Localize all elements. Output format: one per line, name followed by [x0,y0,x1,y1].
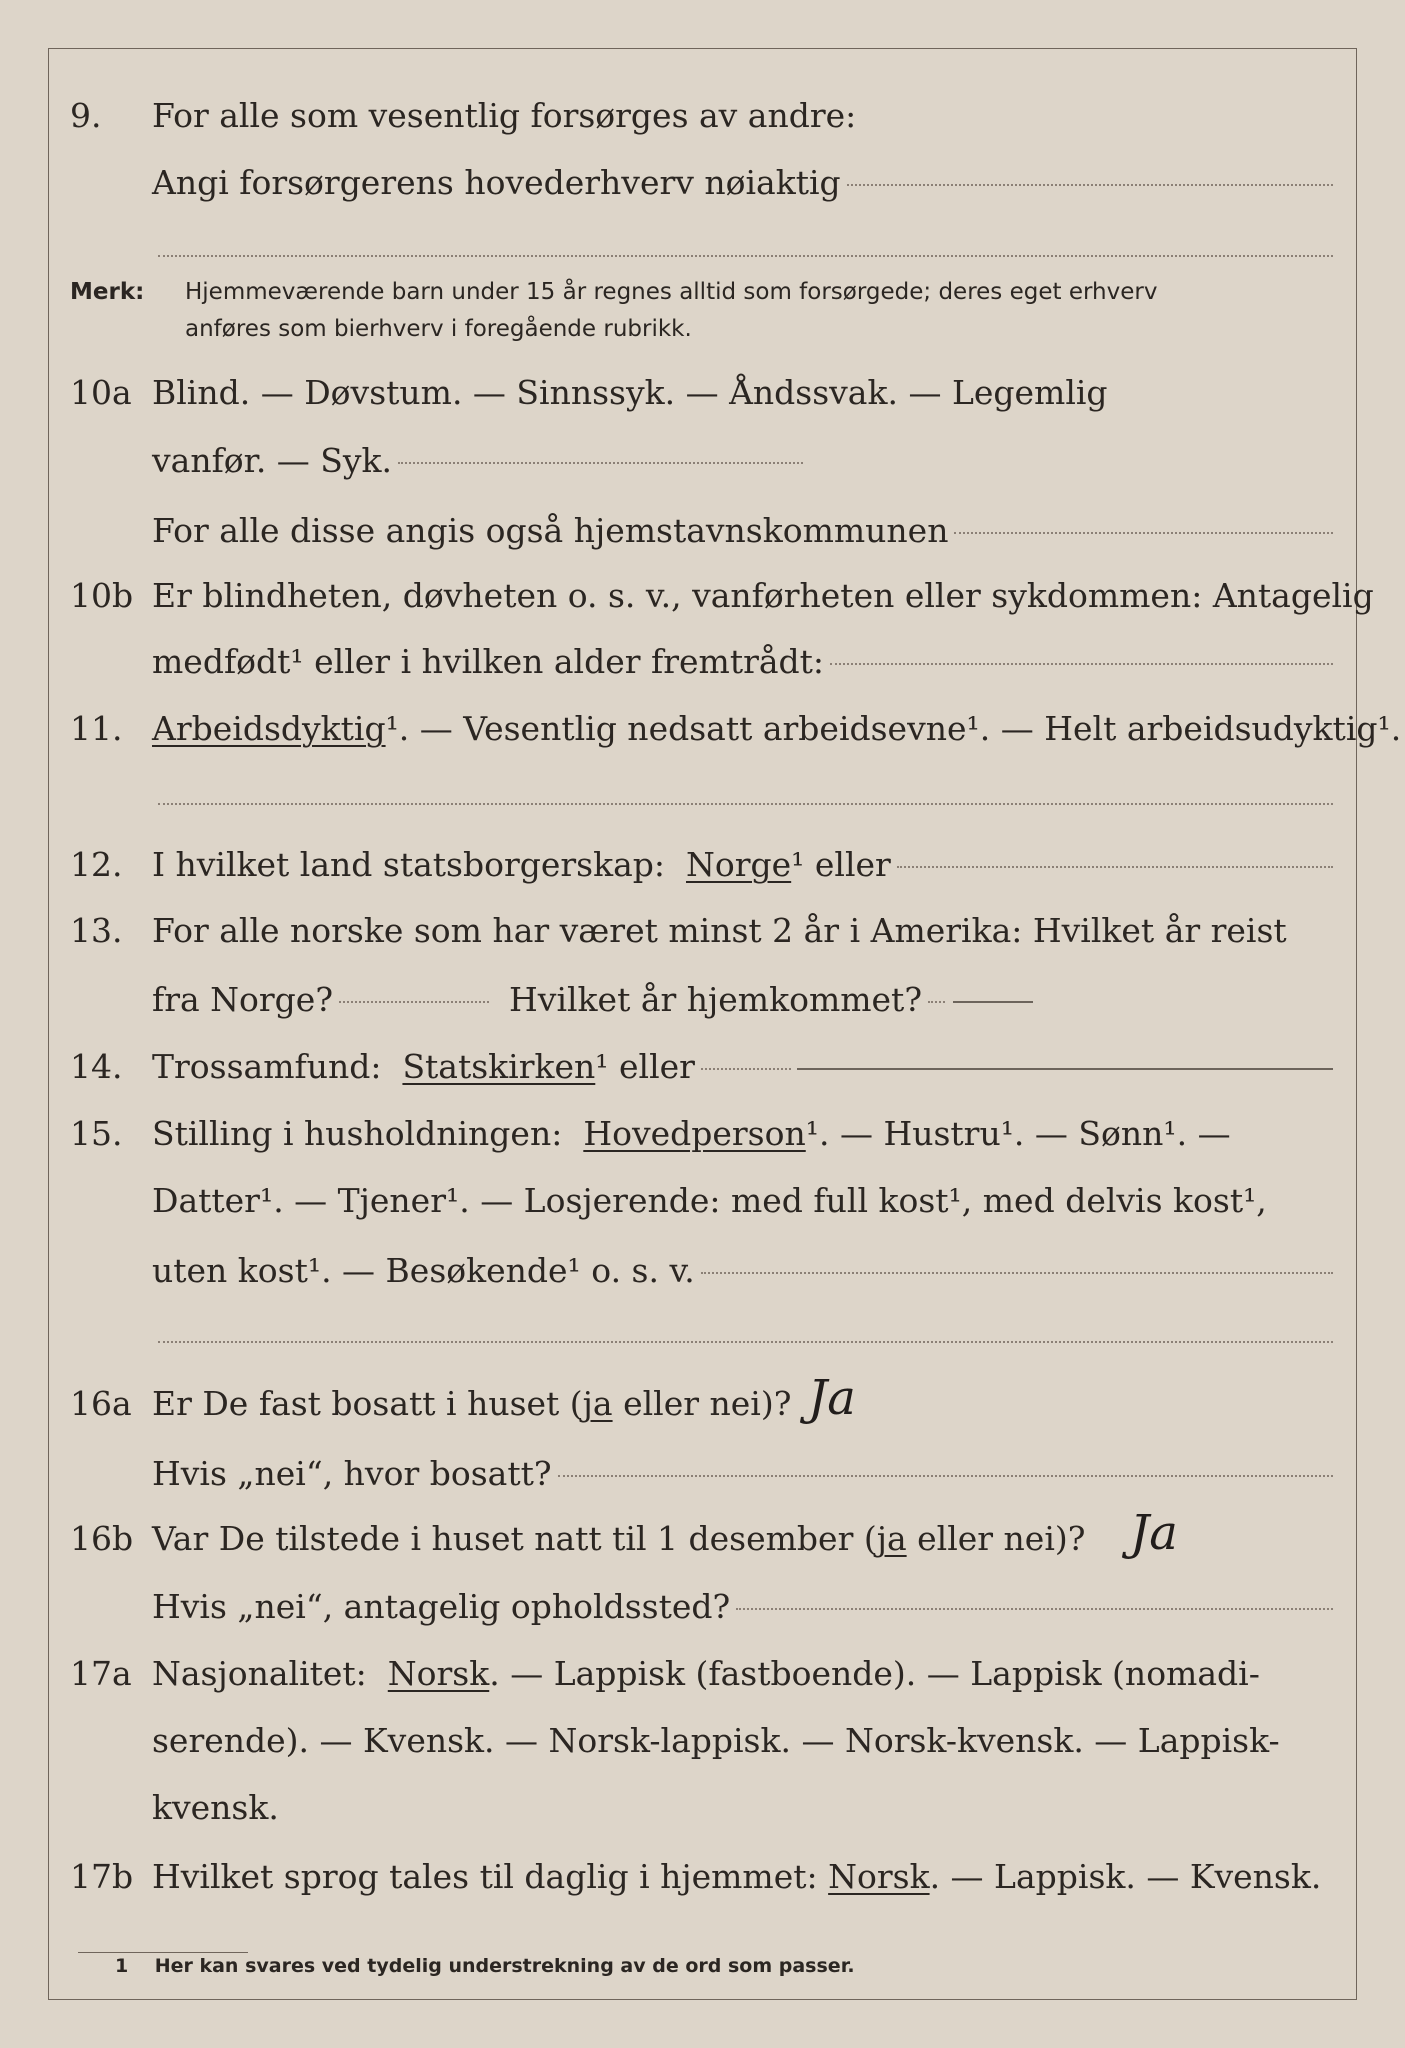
item-15-line3 [70,1245,1333,1297]
answer-field[interactable] [736,1608,1333,1610]
answer-field[interactable] [701,1068,791,1070]
item-text: Datter¹. — Tjener¹. — Losjerende: med full kost¹, med delvis kost¹, [152,1181,1267,1220]
answer-field[interactable] [558,1475,1333,1477]
underlined-answer: Norge [686,845,792,884]
item-number: 16a [70,1384,132,1423]
answer-field[interactable] [158,255,1333,257]
item-text: serende). — Kvensk. — Norsk-lappisk. — Norsk-kvensk. — Lappisk- [152,1721,1280,1760]
item-number: 10a [70,373,132,412]
item-text: kvensk. [152,1788,279,1827]
answer-field[interactable] [847,184,1333,186]
item-number: 16b [70,1519,134,1558]
item-14 [70,1041,1333,1093]
item-text: uten kost¹. — Besøkende¹ o. s. v. [152,1251,695,1290]
item-16a-line2 [70,1448,1333,1500]
item-text: Blind. — Døvstum. — Sinnssyk. — Åndssvak. — Legemlig [152,373,1108,412]
footnote-rule [78,1952,248,1953]
item-text: Stilling i husholdningen: Hovedperson¹. — Hustru¹. — Sønn¹. — [152,1114,1231,1153]
item-text: Hvilket år hjemkommet? [509,980,923,1019]
item-10a-line2 [70,435,1333,487]
item-13-line2 [70,974,1333,1026]
item-17a [70,1648,1333,1700]
item-number: 17a [70,1654,132,1693]
item-16a [70,1378,1333,1430]
item-text: Er blindheten, døvheten o. s. v., vanførheten eller sykdommen: Antagelig [152,576,1374,615]
item-text: Nasjonalitet: Norsk. — Lappisk (fastboende). — Lappisk (nomadi- [152,1654,1260,1693]
underlined-answer: ja [582,1384,613,1423]
item-number: 11. [70,709,123,748]
item-text: For alle norske som har været minst 2 år i Amerika: Hvilket år reist [152,911,1287,950]
merk-text: anføres som bierhverv i foregående rubrikk. [185,316,692,342]
merk-note [70,275,1333,311]
item-17a-line2 [70,1715,1333,1767]
item-number: 9. [70,96,102,135]
item-13 [70,905,1333,957]
item-10b [70,570,1374,622]
item-text: Angi forsørgerens hovederhverv nøiaktig [152,163,841,202]
answer-field[interactable] [158,803,1333,805]
underlined-answer: Arbeidsdyktig [152,709,386,748]
handwritten-answer: Ja [808,1370,856,1426]
underlined-answer: Hovedperson [583,1114,806,1153]
item-16b-line2 [70,1581,1333,1633]
item-text: Hvilket sprog tales til daglig i hjemmet: Norsk. — Lappisk. — Kvensk. [152,1857,1322,1896]
item-text: For alle som vesentlig forsørges av andre: [152,96,857,135]
item-12 [70,839,1333,891]
answer-field[interactable] [897,866,1333,868]
answer-field[interactable] [398,462,803,464]
underlined-answer: Norsk [828,1857,930,1896]
item-number: 15. [70,1114,123,1153]
answer-field[interactable] [830,663,1333,665]
item-17b [70,1851,1333,1903]
answer-field[interactable] [954,532,1333,534]
item-10b-line2 [70,636,1333,688]
footnote-text: Her kan svares ved tydelig understrekning av de ord som passer. [154,1955,855,1977]
item-15-line2 [70,1175,1333,1227]
item-text: For alle disse angis også hjemstavnskommunen [152,511,949,550]
item-text: vanfør. — Syk. [152,441,393,480]
merk-text: Hjemmeværende barn under 15 år regnes alltid som forsørgede; deres eget erhverv [185,279,1158,305]
footnote-mark: 1 [115,1955,129,1977]
item-number: 10b [70,576,134,615]
item-9-line2 [70,157,1333,209]
merk-note-line2 [70,312,1333,348]
underlined-answer: ja [876,1519,907,1558]
item-text: medfødt¹ eller i hvilken alder fremtrådt: [152,642,825,681]
item-number: 12. [70,845,123,884]
answer-rule [797,1068,1333,1070]
handwritten-answer: Ja [1130,1505,1178,1561]
item-text: Trossamfund: Statskirken¹ eller [152,1047,695,1086]
answer-rule [953,1001,1033,1003]
merk-label: Merk: [70,279,145,305]
underlined-answer: Statskirken [402,1047,596,1086]
item-number: 13. [70,911,123,950]
item-text: Var De tilstede i huset natt til 1 desember (ja eller nei)? [152,1519,1086,1558]
item-11 [70,703,1402,755]
item-number: 17b [70,1857,134,1896]
item-number: 14. [70,1047,123,1086]
underlined-answer: Norsk [387,1654,490,1693]
item-10a [70,367,1333,419]
item-text: Arbeidsdyktig¹. — Vesentlig nedsatt arbeidsevne¹. — Helt arbeidsudyktig¹. [152,709,1402,748]
item-text: Er De fast bosatt i huset (ja eller nei)? [152,1384,792,1423]
answer-field[interactable] [701,1272,1333,1274]
item-text: I hvilket land statsborgerskap: Norge¹ eller [152,845,891,884]
item-15 [70,1108,1333,1160]
item-text: Hvis „nei“, antagelig opholdssted? [152,1587,731,1626]
item-10a-line3 [70,505,1333,557]
item-text: fra Norge? [152,980,334,1019]
answer-field[interactable] [158,1341,1333,1343]
item-text: Hvis „nei“, hvor bosatt? [152,1454,552,1493]
item-17a-line3 [70,1782,1333,1834]
footnote [115,1955,855,1977]
answer-field[interactable] [339,1001,489,1003]
item-9 [70,90,1333,142]
answer-field[interactable] [928,1001,945,1003]
